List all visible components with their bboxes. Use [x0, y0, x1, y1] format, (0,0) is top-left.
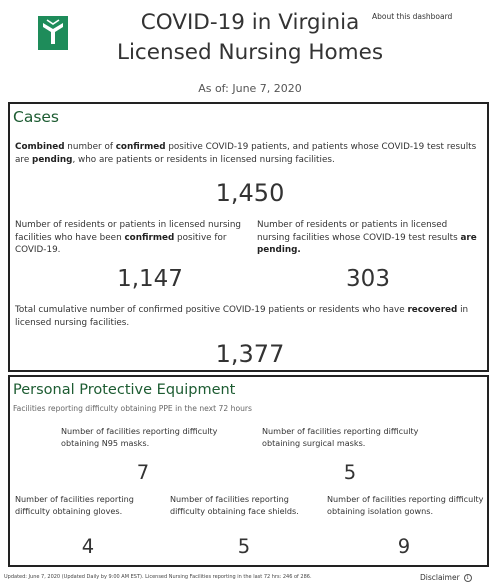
combined-desc-bold-3: pending — [32, 154, 73, 165]
confirmed-desc-text-1: Number of residents or patients in licensed nursing facilities who have been — [15, 220, 242, 243]
recovered-description — [15, 304, 483, 329]
combined-desc-bold-1: Combined — [15, 142, 65, 152]
combined-value: 1,450 — [215, 179, 285, 207]
face-shields-value: 5 — [237, 535, 251, 558]
isolation-gowns-label: Number of facilities reporting difficulty obtaining isolation gowns. — [327, 494, 484, 516]
vdh-logo-icon — [38, 16, 68, 50]
combined-desc-text-3: , who are patients or residents in licensed nursing facilities. — [72, 154, 335, 165]
confirmed-value: 1,147 — [117, 266, 183, 292]
pending-desc-text: Number of residents or patients in licensed nursing facilities whose COVID-19 test results — [257, 220, 461, 243]
n95-label: Number of facilities reporting difficulty obtaining N95 masks. — [61, 426, 218, 448]
confirmed-desc-bold: confirmed — [124, 232, 175, 243]
recovered-desc-bold: recovered — [407, 305, 458, 315]
combined-desc-text-2: positive COVID-19 patients, and patients whose COVID-19 test results are — [15, 142, 477, 165]
cases-title: Cases — [13, 108, 60, 126]
title-line-2: Licensed Nursing Homes — [116, 40, 384, 65]
ppe-panel — [8, 375, 489, 567]
combined-desc-text-1: number of — [64, 142, 116, 152]
recovered-value: 1,377 — [215, 340, 285, 368]
isolation-gowns-value: 9 — [397, 535, 411, 558]
logo-graphic — [38, 16, 68, 50]
surgical-masks-value: 5 — [343, 461, 357, 484]
recovered-desc-text-2: in licensed nursing facilities. — [15, 305, 469, 328]
disclaimer-link[interactable] — [420, 573, 472, 582]
confirmed-description — [15, 219, 243, 257]
ppe-subtitle: Facilities reporting difficulty obtaining PPE in the next 72 hours — [13, 404, 252, 413]
recovered-desc-text-1: Total cumulative number of confirmed positive COVID-19 patients or residents who have — [15, 305, 408, 315]
title-line-1: COVID-19 in Virginia — [140, 10, 360, 35]
info-icon[interactable]: i — [464, 574, 472, 582]
about-dashboard-link[interactable]: About this dashboard — [372, 12, 453, 21]
ppe-title: Personal Protective Equipment — [13, 382, 236, 398]
pending-value: 303 — [346, 266, 390, 292]
gloves-label: Number of facilities reporting difficulty obtaining gloves. — [15, 494, 134, 516]
combined-description — [15, 141, 483, 166]
pending-desc-bold: are pending. — [257, 232, 477, 255]
pending-description — [257, 219, 479, 257]
confirmed-desc-text-2: positive for COVID-19. — [15, 232, 227, 255]
surgical-masks-label: Number of facilities reporting difficulty obtaining surgical masks. — [262, 426, 419, 448]
page-title — [100, 8, 400, 68]
combined-desc-bold-2: confirmed — [115, 142, 166, 152]
cases-panel — [8, 102, 489, 372]
n95-value: 7 — [136, 461, 150, 484]
as-of-date: As of: June 7, 2020 — [198, 82, 302, 95]
gloves-value: 4 — [81, 535, 95, 558]
footer-update-note: Updated: June 7, 2020 (Updated Daily by 9:00 AM EST). Licensed Nursing Facilities reporting in the last 72 hrs: 246 of 286. — [4, 574, 312, 580]
disclaimer-label: Disclaimer — [420, 573, 460, 582]
face-shields-label: Number of facilities reporting difficulty obtaining face shields. — [170, 494, 299, 516]
